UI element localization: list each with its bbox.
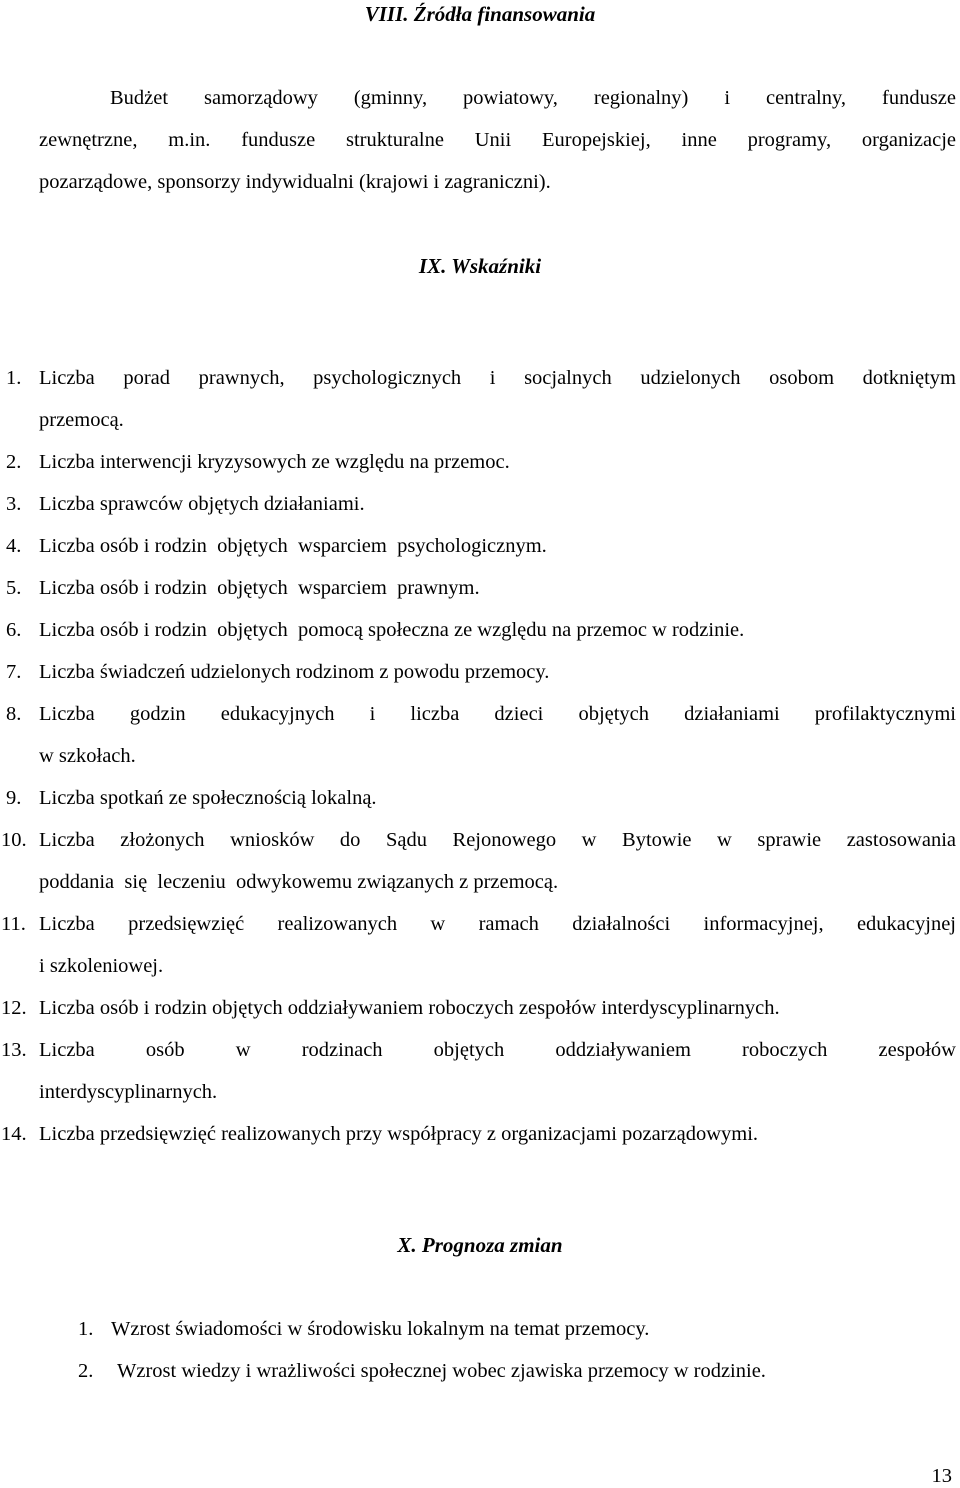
section-viii-paragraph-line-3: pozarządowe, sponsorzy indywidualni (krajowi i zagraniczni). bbox=[39, 171, 551, 193]
indicator-number: 9. bbox=[6, 787, 22, 809]
forecast-item: Wzrost świadomości w środowisku lokalnym na temat przemocy. bbox=[111, 1318, 650, 1340]
indicator-number: 5. bbox=[6, 577, 22, 599]
indicator-number: 1. bbox=[6, 367, 22, 389]
indicator-line: Liczba osób i rodzin objętych pomocą społeczna ze względu na przemoc w rodzinie. bbox=[39, 619, 745, 641]
indicator-line: poddania się leczeniu odwykowemu związanych z przemocą. bbox=[39, 871, 559, 893]
indicator-line: Liczba osób i rodzin objętych wsparciem prawnym. bbox=[39, 577, 480, 599]
indicator-line: Liczba porad prawnych, psychologicznych i socjalnych udzielonych osobom dotkniętym bbox=[39, 367, 956, 389]
indicator-number: 6. bbox=[6, 619, 22, 641]
page-number: 13 bbox=[931, 1465, 952, 1487]
indicator-number: 14. bbox=[1, 1123, 27, 1145]
indicator-number: 12. bbox=[1, 997, 27, 1019]
indicator-line: Liczba spotkań ze społecznością lokalną. bbox=[39, 787, 377, 809]
indicator-number: 4. bbox=[6, 535, 22, 557]
indicator-line: Liczba przedsięwzięć realizowanych przy współpracy z organizacjami pozarządowymi. bbox=[39, 1123, 759, 1145]
indicator-line: Liczba osób w rodzinach objętych oddziaływaniem roboczych zespołów bbox=[39, 1039, 956, 1061]
indicator-number: 11. bbox=[1, 913, 26, 935]
indicator-line: i szkoleniowej. bbox=[39, 955, 164, 977]
forecast-number: 1. bbox=[78, 1318, 94, 1340]
section-viii-paragraph-line-2: zewnętrzne, m.in. fundusze strukturalne Unii Europejskiej, inne programy, organizacje bbox=[39, 129, 956, 151]
section-viii-paragraph-line-1: Budżet samorządowy (gminny, powiatowy, regionalny) i centralny, fundusze bbox=[110, 87, 956, 109]
indicator-number: 8. bbox=[6, 703, 22, 725]
indicator-number: 2. bbox=[6, 451, 22, 473]
forecast-number: 2. bbox=[78, 1360, 94, 1382]
section-x-heading: X. Prognoza zmian bbox=[397, 1233, 563, 1257]
section-viii-heading: VIII. Źródła finansowania bbox=[364, 2, 596, 26]
indicator-line: Liczba godzin edukacyjnych i liczba dzieci objętych działaniami profilaktycznymi bbox=[39, 703, 956, 725]
indicator-line: Liczba przedsięwzięć realizowanych w ramach działalności informacyjnej, edukacyjnej bbox=[39, 913, 956, 935]
indicator-line: Liczba osób i rodzin objętych wsparciem psychologicznym. bbox=[39, 535, 547, 557]
indicator-line: interdyscyplinarnych. bbox=[39, 1081, 218, 1103]
indicator-number: 3. bbox=[6, 493, 22, 515]
indicator-line: Liczba złożonych wniosków do Sądu Rejonowego w Bytowie w sprawie zastosowania bbox=[39, 829, 956, 851]
forecast-item: Wzrost wiedzy i wrażliwości społecznej wobec zjawiska przemocy w rodzinie. bbox=[117, 1360, 766, 1382]
indicator-number: 10. bbox=[1, 829, 27, 851]
indicator-line: w szkołach. bbox=[39, 745, 136, 767]
indicator-number: 13. bbox=[1, 1039, 27, 1061]
indicator-line: Liczba świadczeń udzielonych rodzinom z powodu przemocy. bbox=[39, 661, 550, 683]
indicator-line: przemocą. bbox=[39, 409, 124, 431]
indicator-line: Liczba sprawców objętych działaniami. bbox=[39, 493, 365, 515]
section-ix-heading: IX. Wskaźniki bbox=[418, 254, 542, 278]
indicator-number: 7. bbox=[6, 661, 22, 683]
indicator-line: Liczba interwencji kryzysowych ze względu na przemoc. bbox=[39, 451, 510, 473]
indicator-line: Liczba osób i rodzin objętych oddziaływaniem roboczych zespołów interdyscyplinarnych. bbox=[39, 997, 780, 1019]
